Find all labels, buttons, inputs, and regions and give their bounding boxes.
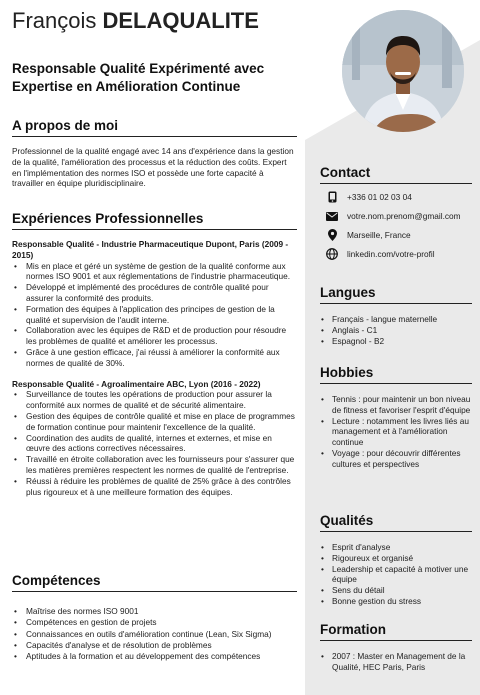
job-title: Responsable Qualité - Agroalimentaire ABC, Lyon (2016 - 2022) [12,378,261,389]
list-item: • Lecture : notamment les livres liés au management et à l'amélioration continue [320,416,472,448]
list-item: • Tennis : pour maintenir un bon niveau de fitness et favoriser l'esprit d'équipe [320,394,472,416]
hobbies-title: Hobbies [320,365,374,380]
list-item: • Espagnol - B2 [320,336,472,347]
list-item: • Leadership et capacité à motiver une équipe [320,564,472,586]
list-item: • Mis en place et géré un système de gestion de la qualité conforme aux normes ISO 9001 et aux réglementations de l'industrie pharmaceutique. [12,261,297,283]
job-tasks [12,389,297,497]
list-item: • Anglais - C1 [320,325,472,336]
list-item: • Gestion des équipes de contrôle qualité et mise en place de programmes de formation continue pour maintenir l'excellence de la qualité. [12,411,297,433]
experience-title: Expériences Professionnelles [12,211,204,226]
list-item: • Voyage : pour découvrir différentes cultures et perspectives [320,448,472,470]
skills-section [12,573,297,662]
skills-title: Compétences [12,573,101,588]
list-item: • Développé et implémenté des procédures de contrôle qualité pour assurer la conformité des produits. [12,282,297,304]
contact-title: Contact [320,165,371,180]
list-item: • Collaboration avec les équipes de R&D et de production pour résoudre les problèmes de qualité et améliorer les processus. [12,325,297,347]
contact-email [320,210,472,222]
education-title: Formation [320,622,386,637]
hobbies-section [320,365,472,470]
list-item: • Rigoureux et organisé [320,553,472,564]
list-item: • Sens du détail [320,585,472,596]
last-name: DELAQUALITE [102,8,259,33]
qualities-title: Qualités [320,513,374,528]
phone-number: +336 01 02 03 04 [347,192,412,202]
profile-photo [342,10,464,132]
list-item: • Esprit d'analyse [320,542,472,553]
location-text: Marseille, France [347,230,411,240]
list-item: • Connaissances en outils d'amélioration continue (Lean, Six Sigma) [12,629,297,640]
list-item: • 2007 : Master en Management de la Qualité, HEC Paris, Paris [320,651,472,673]
about-section [12,118,297,189]
list-item: • Surveillance de toutes les opérations de production pour assurer la conformité aux normes de qualité et de sécurité alimentaire. [12,389,297,411]
location-icon [326,229,338,241]
list-item: • Français - langue maternelle [320,314,472,325]
contact-location [320,229,472,241]
experience-section [12,211,297,497]
qualities-section [320,513,472,607]
list-item: • Maîtrise des normes ISO 9001 [12,606,297,617]
qualities-list [320,542,472,607]
contact-phone [320,191,472,203]
email-address[interactable]: votre.nom.prenom@gmail.com [347,211,461,221]
list-item: • Coordination des audits de qualité, internes et externes, et mise en œuvre des actions correctives nécessaires. [12,433,297,455]
contact-linkedin [320,248,472,260]
list-item: • Capacités d'analyse et de résolution de problèmes [12,640,297,651]
list-item: • Bonne gestion du stress [320,596,472,607]
linkedin-link[interactable]: linkedin.com/votre-profil [347,249,435,259]
job-headline: Responsable Qualité Expérimenté avec Expertise en Amélioration Continue [12,61,265,94]
section-divider [12,591,297,592]
globe-icon [326,248,338,260]
hobbies-list [320,394,472,470]
job-tasks [12,261,297,369]
section-divider [320,183,472,184]
candidate-name [12,8,259,34]
languages-list [320,314,472,346]
section-divider [320,383,472,384]
list-item: • Compétences en gestion de projets [12,617,297,628]
section-divider [12,229,297,230]
section-divider [12,136,297,137]
list-item: • Réussi à réduire les problèmes de qualité de 25% grâce à des contrôles plus rigoureux et à une meilleure formation des équipes. [12,476,297,498]
languages-section [320,285,472,346]
list-item: • Travaillé en étroite collaboration avec les fournisseurs pour s'assurer que les matières premières respectent les normes de qualité de l'entreprise. [12,454,297,476]
languages-title: Langues [320,285,376,300]
about-text: Professionnel de la qualité engagé avec 14 ans d'expérience dans la gestion de la qualité, l'amélioration des processus et la réduction des coûts. Expert en l'implémentation des normes ISO et possède une forte capacité à travailler en équipe pluridisciplinaire. [12,146,294,189]
phone-icon [326,191,338,203]
section-divider [320,640,472,641]
contact-section [320,165,472,260]
section-divider [320,531,472,532]
skills-list [12,606,297,662]
education-section [320,622,472,673]
section-divider [320,303,472,304]
list-item: • Grâce à une gestion efficace, j'ai réussi à améliorer la conformité aux normes de qualité de 30%. [12,347,297,369]
about-title: A propos de moi [12,118,119,133]
email-icon [326,210,338,222]
job-title: Responsable Qualité - Industrie Pharmaceutique Dupont, Paris (2009 - 2015) [12,239,289,260]
education-list [320,651,472,673]
list-item: • Formation des équipes à l'application des principes de gestion de la qualité et supervision de l'audit interne. [12,304,297,326]
list-item: • Aptitudes à la formation et au développement des compétences [12,651,297,662]
first-name: François [12,8,97,33]
